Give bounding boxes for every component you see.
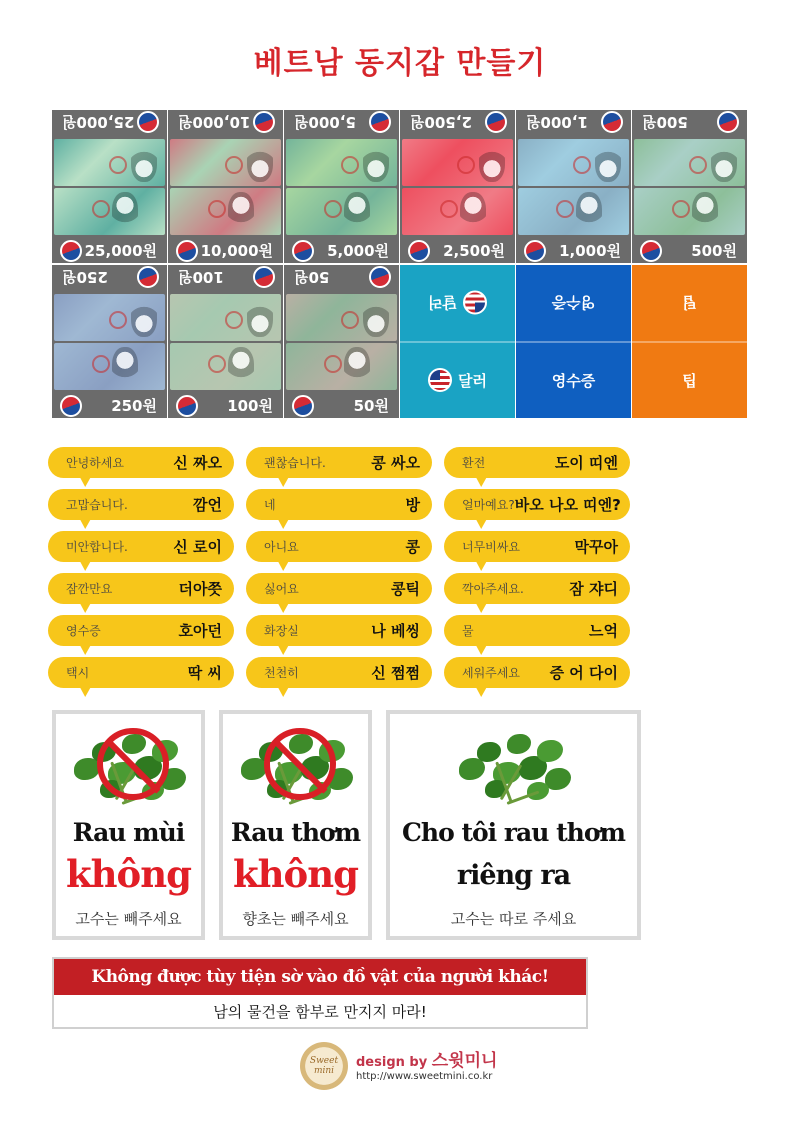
card-rau-mui <box>52 710 205 940</box>
phrase-vietnamese: 신 쩜쩜 <box>371 664 420 682</box>
korea-flag-icon <box>292 395 314 417</box>
phrase-korean: 물 <box>462 624 474 638</box>
korea-flag-icon <box>369 267 391 289</box>
banknote-image <box>170 139 281 186</box>
korea-flag-icon <box>408 240 430 262</box>
denomination-text: 25,000원 <box>84 242 157 260</box>
denomination-text: 100원 <box>227 397 273 415</box>
phrase-bubble <box>48 489 234 520</box>
word-label-flipped <box>632 265 747 341</box>
word-cell <box>632 265 747 418</box>
denomination-label <box>632 238 747 263</box>
denomination-text: 50원 <box>353 397 389 415</box>
denomination-label <box>516 238 631 263</box>
phrase-vietnamese: 깜언 <box>193 496 222 514</box>
word-text: 달러 <box>428 293 457 312</box>
phrase-bubble <box>246 531 432 562</box>
phrase-korean: 천천히 <box>264 666 299 680</box>
banknote-image <box>286 294 397 341</box>
design-credit <box>356 1046 497 1071</box>
money-grid <box>52 110 746 418</box>
phrase-korean: 화장실 <box>264 624 299 638</box>
brand-name: 스윗미니 <box>431 1051 498 1071</box>
phrase-vietnamese: 신 로이 <box>173 538 222 556</box>
logo-text: Sweet mini <box>309 1056 339 1076</box>
korea-flag-icon <box>253 267 275 289</box>
phrase-korean: 싫어요 <box>264 582 299 596</box>
money-cell <box>284 110 399 263</box>
word-cell <box>516 265 631 418</box>
denomination-label-flipped <box>284 265 399 290</box>
denomination-label-flipped <box>400 110 515 135</box>
design-by-label: design by <box>356 1055 428 1070</box>
warning-banner <box>52 957 588 1029</box>
korea-flag-icon <box>485 112 507 134</box>
denomination-text: 10,000원 <box>200 242 273 260</box>
banknote-image <box>286 139 397 186</box>
denomination-label <box>168 393 283 418</box>
phrase-vietnamese: 잠 쟈디 <box>569 580 618 598</box>
korea-flag-icon <box>601 112 623 134</box>
brand-logo <box>300 1042 348 1090</box>
denomination-text: 250원 <box>62 268 108 286</box>
banknote-image <box>634 139 745 186</box>
word-text: 달러 <box>458 371 487 390</box>
banknote-image <box>518 139 629 186</box>
card-sub: 고수는 따로 주세요 <box>450 910 577 928</box>
korea-flag-icon <box>137 267 159 289</box>
phrase-vietnamese: 방 <box>405 496 420 514</box>
phrase-korean: 안녕하세요 <box>66 456 124 470</box>
banknote-image <box>54 294 165 341</box>
word-cell <box>400 265 515 418</box>
phrase-vietnamese: 바오 나오 띠엔? <box>514 496 621 514</box>
korea-flag-icon <box>60 395 82 417</box>
denomination-label-flipped <box>284 110 399 135</box>
phrase-bubble <box>444 573 630 604</box>
denomination-label-flipped <box>632 110 747 135</box>
denomination-text: 500원 <box>691 242 737 260</box>
phrase-korean: 미안합니다. <box>66 540 128 554</box>
korea-flag-icon <box>369 112 391 134</box>
phrase-korean: 얼마예요? <box>462 498 515 512</box>
card-sub: 향초는 빼주세요 <box>242 910 349 928</box>
phrase-bubble <box>48 531 234 562</box>
phrase-vietnamese: 호아던 <box>178 622 222 640</box>
korea-flag-icon <box>137 112 159 134</box>
phrase-korean: 택시 <box>66 666 90 680</box>
banknote-image <box>286 343 397 390</box>
denomination-text: 25,000원 <box>62 113 135 131</box>
denomination-label-flipped <box>516 110 631 135</box>
phrase-list <box>48 447 634 688</box>
no-sign-icon <box>97 728 169 800</box>
denomination-label <box>284 238 399 263</box>
website-url[interactable]: http://www.sweetmini.co.kr <box>356 1071 493 1082</box>
money-cell <box>516 110 631 263</box>
phrase-korean: 괜찮습니다. <box>264 456 326 470</box>
korea-flag-icon <box>292 240 314 262</box>
korea-flag-icon <box>176 240 198 262</box>
card-line2: không <box>66 852 191 896</box>
banner-korean: 남의 물건을 함부로 만지지 마라! <box>213 1003 427 1021</box>
word-text: 팁 <box>682 293 697 312</box>
word-label <box>400 341 515 419</box>
phrase-korean: 환전 <box>462 456 486 470</box>
phrase-vietnamese: 콩 <box>405 538 420 556</box>
phrase-korean: 아니요 <box>264 540 299 554</box>
denomination-label-flipped <box>52 110 167 135</box>
word-label-flipped <box>516 265 631 341</box>
denomination-text: 2,500원 <box>410 113 472 131</box>
denomination-text: 500원 <box>642 113 688 131</box>
banknote-image <box>402 139 513 186</box>
money-cell <box>168 265 283 418</box>
phrase-korean: 세워주세요 <box>462 666 520 680</box>
phrase-bubble <box>444 615 630 646</box>
phrase-vietnamese: 느억 <box>589 622 618 640</box>
card-line2: riêng ra <box>456 860 571 891</box>
korea-flag-icon <box>176 395 198 417</box>
card-line1: Rau thơm <box>230 818 361 847</box>
phrase-korean: 잠깐만요 <box>66 582 113 596</box>
card-line2: không <box>233 852 358 896</box>
cilantro-icon <box>449 728 579 812</box>
denomination-label <box>168 238 283 263</box>
card-rau-thom <box>219 710 372 940</box>
word-text: 영수증 <box>551 371 596 390</box>
phrase-bubble <box>444 489 630 520</box>
phrase-bubble <box>48 573 234 604</box>
banknote-image <box>170 343 281 390</box>
denomination-text: 1,000원 <box>559 242 621 260</box>
usa-flag-icon <box>463 291 487 315</box>
denomination-text: 100원 <box>178 268 224 286</box>
denomination-text: 5,000원 <box>327 242 389 260</box>
money-cell <box>168 110 283 263</box>
banner-vietnamese: Không được tùy tiện sờ vào đồ vật của người khác! <box>54 959 586 995</box>
phrase-vietnamese: 막꾸아 <box>574 538 618 556</box>
money-cell <box>52 265 167 418</box>
phrase-bubble <box>444 447 630 478</box>
banknote-image <box>54 343 165 390</box>
phrase-vietnamese: 콩 싸오 <box>371 454 420 472</box>
banknote-image <box>170 188 281 235</box>
banknote-image <box>54 139 165 186</box>
phrase-vietnamese: 콩틱 <box>391 580 420 598</box>
banknote-image <box>170 294 281 341</box>
money-cell <box>284 265 399 418</box>
word-label <box>632 341 747 419</box>
page-title: 베트남 동지갑 만들기 <box>253 46 547 81</box>
phrase-vietnamese: 딱 씨 <box>187 664 222 682</box>
banknote-image <box>518 188 629 235</box>
phrase-vietnamese: 신 짜오 <box>173 454 222 472</box>
phrase-vietnamese: 더아쯧 <box>178 580 222 598</box>
phrase-bubble <box>444 531 630 562</box>
word-label-flipped <box>400 265 515 341</box>
phrase-vietnamese: 증 어 다이 <box>549 664 618 682</box>
banknote-image <box>54 188 165 235</box>
word-label <box>516 341 631 419</box>
denomination-text: 1,000원 <box>526 113 588 131</box>
word-text: 영수증 <box>551 293 596 312</box>
card-sub: 고수는 빼주세요 <box>75 910 182 928</box>
phrase-bubble <box>246 489 432 520</box>
korea-flag-icon <box>640 240 662 262</box>
denomination-label-flipped <box>168 265 283 290</box>
korea-flag-icon <box>253 112 275 134</box>
denomination-label <box>52 238 167 263</box>
banknote-image <box>634 188 745 235</box>
phrase-korean: 고맙습니다. <box>66 498 128 512</box>
denomination-label-flipped <box>52 265 167 290</box>
usa-flag-icon <box>428 368 452 392</box>
denomination-label-flipped <box>168 110 283 135</box>
phrase-vietnamese: 나 베씽 <box>371 622 420 640</box>
banknote-image <box>286 188 397 235</box>
money-cell <box>52 110 167 263</box>
korea-flag-icon <box>524 240 546 262</box>
phrase-bubble <box>246 447 432 478</box>
banknote-image <box>402 188 513 235</box>
phrase-bubble <box>246 573 432 604</box>
money-cell <box>632 110 747 263</box>
word-text: 팁 <box>682 371 697 390</box>
phrase-korean: 영수증 <box>66 624 101 638</box>
phrase-bubble <box>48 615 234 646</box>
card-line1: Rau mùi <box>72 818 185 847</box>
denomination-label <box>52 393 167 418</box>
korea-flag-icon <box>60 240 82 262</box>
money-cell <box>400 110 515 263</box>
denomination-text: 2,500원 <box>443 242 505 260</box>
phrase-bubble <box>246 615 432 646</box>
denomination-label <box>400 238 515 263</box>
korea-flag-icon <box>717 112 739 134</box>
phrase-bubble <box>444 657 630 688</box>
phrase-korean: 깍아주세요. <box>462 582 524 596</box>
denomination-text: 5,000원 <box>294 113 356 131</box>
denomination-text: 50원 <box>294 268 330 286</box>
denomination-text: 10,000원 <box>178 113 251 131</box>
phrase-bubble <box>246 657 432 688</box>
phrase-korean: 네 <box>264 498 276 512</box>
card-rau-thom-rieng <box>386 710 641 940</box>
card-line1: Cho tôi rau thơm <box>402 818 625 847</box>
phrase-vietnamese: 도이 띠엔 <box>554 454 618 472</box>
no-sign-icon <box>264 728 336 800</box>
phrase-korean: 너무비싸요 <box>462 540 520 554</box>
phrase-bubble <box>48 657 234 688</box>
phrase-bubble <box>48 447 234 478</box>
denomination-label <box>284 393 399 418</box>
denomination-text: 250원 <box>111 397 157 415</box>
